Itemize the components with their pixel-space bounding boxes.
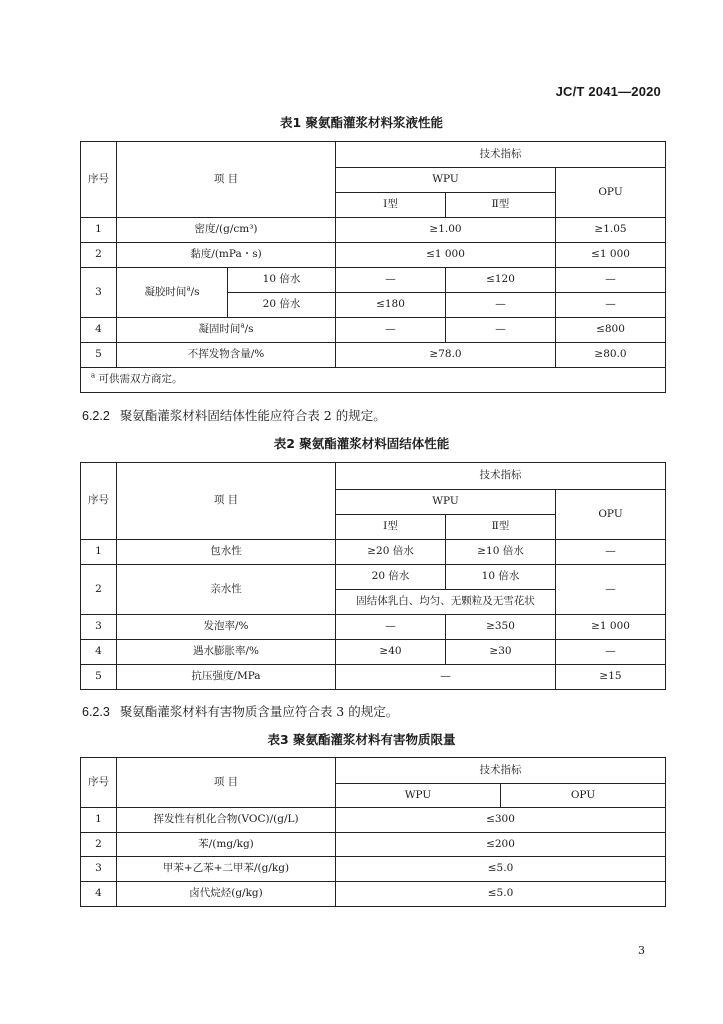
table3-header-seq: 序号 xyxy=(81,758,117,808)
row-number: 3 xyxy=(81,268,117,318)
table-row xyxy=(81,882,666,907)
table2-header-tech: 技术指标 xyxy=(336,463,666,490)
row-type1: ≥40 xyxy=(336,640,446,665)
row-type2: ≤120 xyxy=(446,268,556,293)
table1-header-item: 项 目 xyxy=(117,142,336,218)
table2-header-type2: Ⅱ型 xyxy=(446,515,556,540)
row-item: 亲水性 xyxy=(117,565,336,615)
row-number: 2 xyxy=(81,243,117,268)
row-number: 4 xyxy=(81,882,117,907)
row-item: 卤代烷烃(g/kg) xyxy=(117,882,336,907)
table2-header-type1: Ⅰ型 xyxy=(336,515,446,540)
row-type1: 20 倍水 xyxy=(336,565,446,590)
table-row xyxy=(81,318,666,343)
row-type2: 10 倍水 xyxy=(446,565,556,590)
row-type1: ≤180 xyxy=(336,293,446,318)
table1-footnote: $^a$ 可供需双方商定。 xyxy=(81,368,666,393)
table-row xyxy=(81,540,666,565)
row-wpu: ≥78.0 xyxy=(336,343,556,368)
row-item: 遇水膨胀率/% xyxy=(117,640,336,665)
row-opu: ≥1 000 xyxy=(556,615,666,640)
row-description: 固结体乳白、均匀、无颗粒及无雪花状 xyxy=(336,590,556,615)
row-opu: — xyxy=(556,565,666,615)
table1-header-seq: 序号 xyxy=(81,142,117,218)
table1 xyxy=(80,141,666,393)
table1-header-type2: Ⅱ型 xyxy=(446,193,556,218)
table-row xyxy=(81,833,666,857)
row-opu: ≥80.0 xyxy=(556,343,666,368)
row-item: 挥发性有机化合物(VOC)/(g/L) xyxy=(117,808,336,833)
row-opu: ≥15 xyxy=(556,665,666,690)
row-value: ≤200 xyxy=(336,833,666,857)
row-opu: — xyxy=(556,293,666,318)
row-type2: ≥30 xyxy=(446,640,556,665)
row-type2: — xyxy=(446,293,556,318)
row-number: 1 xyxy=(81,218,117,243)
row-type1: — xyxy=(336,268,446,293)
row-opu: — xyxy=(556,540,666,565)
table-row xyxy=(81,218,666,243)
clause-6-2-2: 6.2.2 聚氨酯灌浆材料固结体性能应符合表 2 的规定。 xyxy=(82,408,386,423)
table3-header-wpu: WPU xyxy=(336,784,501,808)
row-value: ≤5.0 xyxy=(336,857,666,882)
row-type2: ≥350 xyxy=(446,615,556,640)
table1-header-wpu: WPU xyxy=(336,168,556,193)
page-number: 3 xyxy=(638,944,645,957)
table-row xyxy=(81,640,666,665)
row-wpu: — xyxy=(336,665,556,690)
row-type2: — xyxy=(446,318,556,343)
row-number: 1 xyxy=(81,540,117,565)
row-number: 3 xyxy=(81,857,117,882)
table-row xyxy=(81,343,666,368)
table2-header-opu: OPU xyxy=(556,490,666,540)
row-type1: — xyxy=(336,318,446,343)
table3-header-opu: OPU xyxy=(501,784,666,808)
table-row xyxy=(81,615,666,640)
row-opu: ≤800 xyxy=(556,318,666,343)
row-wpu: ≥1.00 xyxy=(336,218,556,243)
row-item: 不挥发物含量/% xyxy=(117,343,336,368)
row-type2: ≥10 倍水 xyxy=(446,540,556,565)
row-opu: — xyxy=(556,268,666,293)
row-subitem: 10 倍水 xyxy=(228,268,336,293)
table1-caption: 表1 聚氨酯灌浆材料浆液性能 xyxy=(279,115,444,130)
row-opu: ≥1.05 xyxy=(556,218,666,243)
table-row xyxy=(81,268,666,293)
row-item: 凝固时间$^a$/s xyxy=(117,318,336,343)
table-row xyxy=(81,243,666,268)
row-number: 4 xyxy=(81,318,117,343)
table2-caption: 表2 聚氨酯灌浆材料固结体性能 xyxy=(273,436,450,451)
table3-header-tech: 技术指标 xyxy=(336,758,666,784)
row-item: 凝胶时间$^a$/s xyxy=(117,268,228,318)
row-item: 发泡率/% xyxy=(117,615,336,640)
row-number: 5 xyxy=(81,343,117,368)
row-type1: ≥20 倍水 xyxy=(336,540,446,565)
table3-header-item: 项 目 xyxy=(117,758,336,808)
row-item: 包水性 xyxy=(117,540,336,565)
table-row xyxy=(81,808,666,833)
table-row xyxy=(81,857,666,882)
row-number: 4 xyxy=(81,640,117,665)
row-item: 黏度/(mPa・s) xyxy=(117,243,336,268)
row-opu: ≤1 000 xyxy=(556,243,666,268)
table1-header-type1: Ⅰ型 xyxy=(336,193,446,218)
table1-header-tech: 技术指标 xyxy=(336,142,666,168)
standard-number-header: JC/T 2041—2020 xyxy=(555,84,661,99)
table2-header-item: 项 目 xyxy=(117,463,336,540)
row-number: 2 xyxy=(81,565,117,615)
row-item: 甲苯+乙苯+二甲苯/(g/kg) xyxy=(117,857,336,882)
row-number: 3 xyxy=(81,615,117,640)
row-item: 密度/(g/cm³) xyxy=(117,218,336,243)
row-number: 5 xyxy=(81,665,117,690)
table1-header-opu: OPU xyxy=(556,168,666,218)
table2-header-seq: 序号 xyxy=(81,463,117,540)
clause-6-2-3: 6.2.3 聚氨酯灌浆材料有害物质含量应符合表 3 的规定。 xyxy=(82,704,399,719)
row-type1: — xyxy=(336,615,446,640)
table3 xyxy=(80,757,666,907)
table3-caption: 表3 聚氨酯灌浆材料有害物质限量 xyxy=(267,732,456,747)
row-opu: — xyxy=(556,640,666,665)
row-value: ≤300 xyxy=(336,808,666,833)
table-row xyxy=(81,665,666,690)
table2-header-wpu: WPU xyxy=(336,490,556,515)
row-number: 1 xyxy=(81,808,117,833)
table2 xyxy=(80,462,666,690)
row-subitem: 20 倍水 xyxy=(228,293,336,318)
row-wpu: ≤1 000 xyxy=(336,243,556,268)
table-row xyxy=(81,565,666,590)
row-number: 2 xyxy=(81,833,117,857)
row-item: 抗压强度/MPa xyxy=(117,665,336,690)
row-value: ≤5.0 xyxy=(336,882,666,907)
row-item: 苯/(mg/kg) xyxy=(117,833,336,857)
